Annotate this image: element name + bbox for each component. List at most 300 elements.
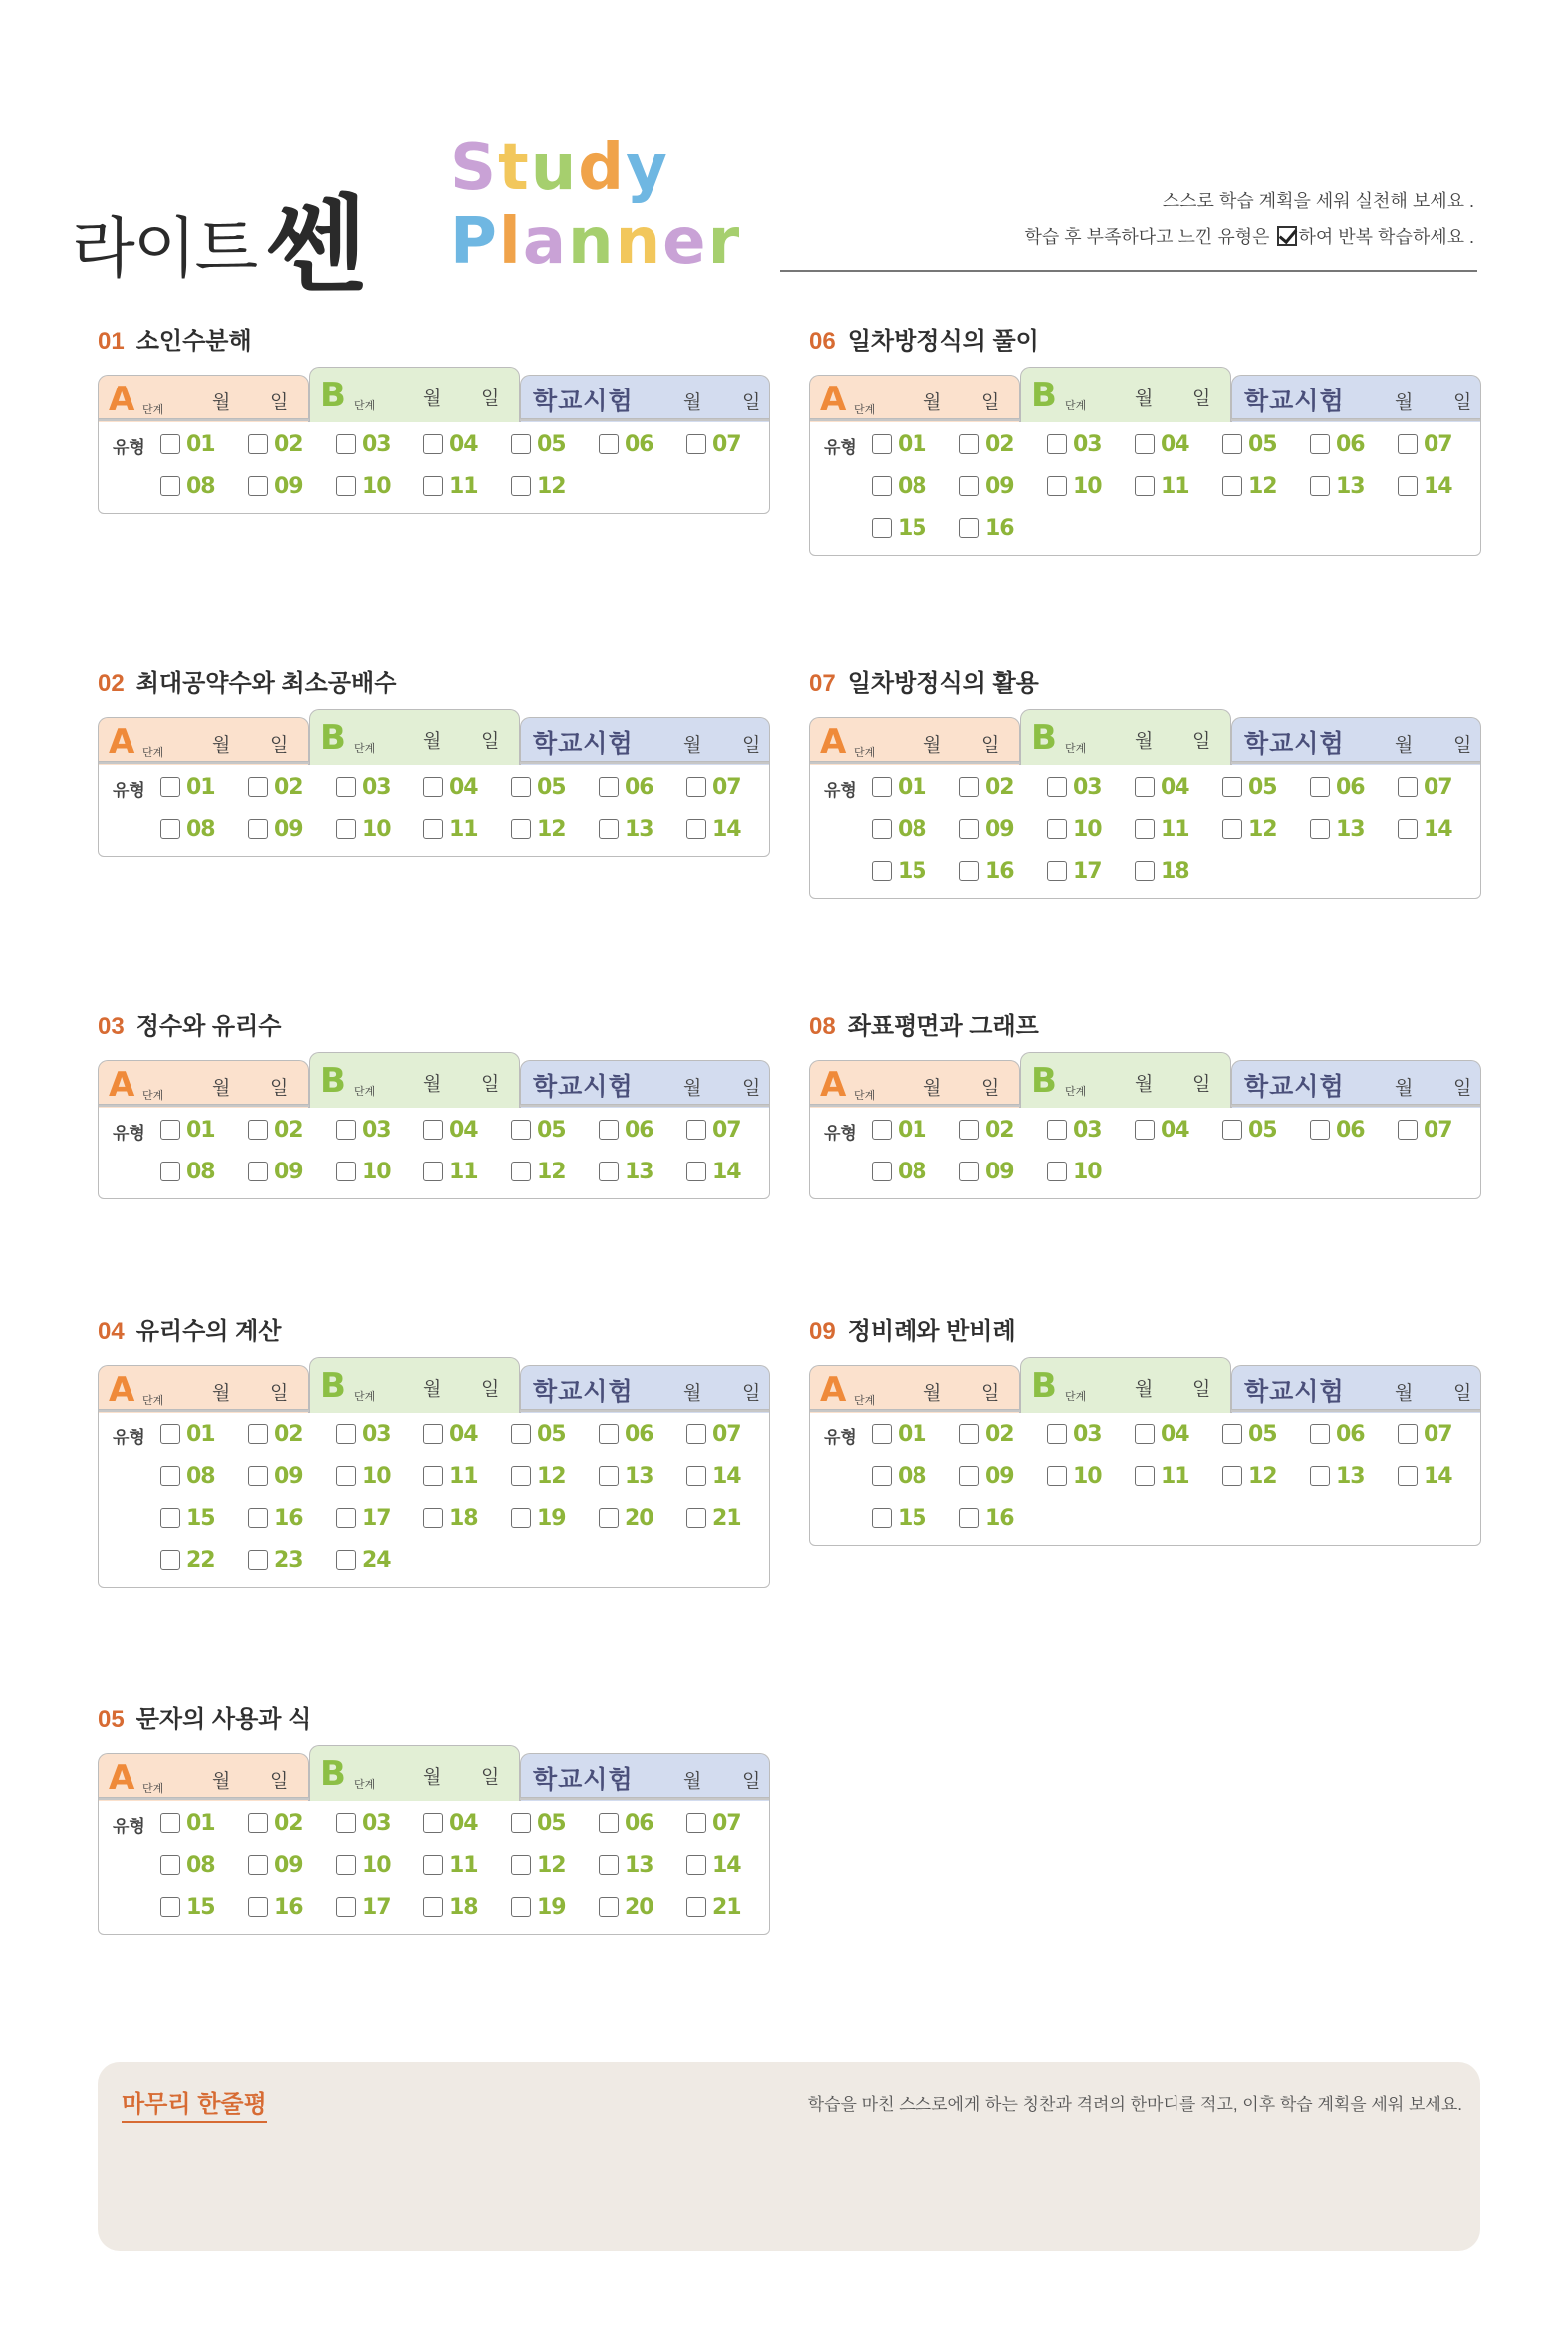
type-item[interactable] <box>1047 1113 1135 1147</box>
type-item[interactable] <box>1047 770 1135 804</box>
type-item[interactable] <box>248 469 336 503</box>
type-checkbox[interactable] <box>1047 476 1067 496</box>
type-item[interactable] <box>959 469 1047 503</box>
type-item[interactable] <box>336 770 423 804</box>
type-item[interactable] <box>959 1501 1047 1535</box>
type-item[interactable] <box>1222 469 1310 503</box>
type-item[interactable] <box>686 812 774 846</box>
type-checkbox[interactable] <box>160 1508 180 1528</box>
type-item[interactable] <box>872 1459 959 1493</box>
type-item[interactable] <box>1222 1418 1310 1451</box>
type-item[interactable] <box>423 812 511 846</box>
type-checkbox[interactable] <box>423 1466 443 1486</box>
type-item[interactable] <box>872 1155 959 1188</box>
type-checkbox[interactable] <box>599 1466 619 1486</box>
type-checkbox[interactable] <box>248 777 268 797</box>
type-checkbox[interactable] <box>1310 1120 1330 1140</box>
tab-step-b[interactable] <box>309 1357 520 1413</box>
type-item[interactable] <box>1047 1418 1135 1451</box>
type-item[interactable] <box>511 1418 599 1451</box>
type-item[interactable] <box>160 1501 248 1535</box>
type-checkbox[interactable] <box>959 1424 979 1444</box>
type-checkbox[interactable] <box>1310 819 1330 839</box>
type-checkbox[interactable] <box>959 1466 979 1486</box>
type-item[interactable] <box>336 1418 423 1451</box>
type-item[interactable] <box>1398 1459 1485 1493</box>
type-item[interactable] <box>160 1806 248 1840</box>
type-checkbox[interactable] <box>1047 777 1067 797</box>
type-item[interactable] <box>1398 1113 1485 1147</box>
type-checkbox[interactable] <box>1047 434 1067 454</box>
type-checkbox[interactable] <box>599 1508 619 1528</box>
type-checkbox[interactable] <box>1135 819 1155 839</box>
tab-school-exam[interactable] <box>1231 1365 1481 1413</box>
type-item[interactable] <box>599 1806 686 1840</box>
type-checkbox[interactable] <box>511 1813 531 1833</box>
type-item[interactable] <box>872 770 959 804</box>
type-checkbox[interactable] <box>511 1162 531 1181</box>
type-checkbox[interactable] <box>511 1120 531 1140</box>
type-checkbox[interactable] <box>872 861 892 881</box>
type-item[interactable] <box>511 812 599 846</box>
type-item[interactable] <box>959 427 1047 461</box>
type-checkbox[interactable] <box>511 434 531 454</box>
type-item[interactable] <box>686 1418 774 1451</box>
type-item[interactable] <box>1310 1418 1398 1451</box>
type-checkbox[interactable] <box>1310 1424 1330 1444</box>
type-item[interactable] <box>872 854 959 888</box>
type-checkbox[interactable] <box>599 1120 619 1140</box>
type-checkbox[interactable] <box>1135 1466 1155 1486</box>
type-checkbox[interactable] <box>1222 777 1242 797</box>
type-checkbox[interactable] <box>511 1466 531 1486</box>
type-checkbox[interactable] <box>160 1424 180 1444</box>
type-checkbox[interactable] <box>686 1813 706 1833</box>
type-item[interactable] <box>1398 1418 1485 1451</box>
type-checkbox[interactable] <box>248 434 268 454</box>
type-checkbox[interactable] <box>423 1162 443 1181</box>
type-checkbox[interactable] <box>1310 1466 1330 1486</box>
type-checkbox[interactable] <box>423 1813 443 1833</box>
type-checkbox[interactable] <box>1310 434 1330 454</box>
type-checkbox[interactable] <box>423 777 443 797</box>
type-item[interactable] <box>872 1113 959 1147</box>
type-checkbox[interactable] <box>423 434 443 454</box>
type-checkbox[interactable] <box>336 1897 356 1917</box>
type-item[interactable] <box>1135 812 1222 846</box>
type-item[interactable] <box>1047 854 1135 888</box>
type-item[interactable] <box>160 1459 248 1493</box>
type-item[interactable] <box>1135 469 1222 503</box>
tab-school-exam[interactable] <box>520 375 770 422</box>
type-checkbox[interactable] <box>1398 1424 1418 1444</box>
type-item[interactable] <box>511 1155 599 1188</box>
type-item[interactable] <box>248 1806 336 1840</box>
type-item[interactable] <box>1222 427 1310 461</box>
type-checkbox[interactable] <box>248 819 268 839</box>
type-checkbox[interactable] <box>959 819 979 839</box>
type-item[interactable] <box>511 1890 599 1924</box>
tab-step-b[interactable] <box>1020 1052 1231 1108</box>
type-item[interactable] <box>686 1155 774 1188</box>
tab-step-a[interactable] <box>809 717 1020 765</box>
type-checkbox[interactable] <box>1135 1424 1155 1444</box>
type-checkbox[interactable] <box>1398 476 1418 496</box>
type-item[interactable] <box>336 1890 423 1924</box>
type-item[interactable] <box>423 770 511 804</box>
type-item[interactable] <box>872 1418 959 1451</box>
type-item[interactable] <box>872 511 959 545</box>
type-item[interactable] <box>423 1155 511 1188</box>
type-checkbox[interactable] <box>686 777 706 797</box>
type-checkbox[interactable] <box>423 819 443 839</box>
type-item[interactable] <box>423 1418 511 1451</box>
type-checkbox[interactable] <box>336 1466 356 1486</box>
type-item[interactable] <box>959 812 1047 846</box>
type-checkbox[interactable] <box>1047 1466 1067 1486</box>
type-checkbox[interactable] <box>1047 819 1067 839</box>
type-checkbox[interactable] <box>1222 819 1242 839</box>
type-item[interactable] <box>1310 427 1398 461</box>
tab-step-a[interactable] <box>98 1060 309 1108</box>
type-checkbox[interactable] <box>1222 434 1242 454</box>
type-item[interactable] <box>511 1501 599 1535</box>
type-checkbox[interactable] <box>872 1162 892 1181</box>
type-checkbox[interactable] <box>959 434 979 454</box>
type-item[interactable] <box>336 1459 423 1493</box>
type-checkbox[interactable] <box>686 819 706 839</box>
type-item[interactable] <box>336 1848 423 1882</box>
type-checkbox[interactable] <box>511 819 531 839</box>
type-checkbox[interactable] <box>959 1508 979 1528</box>
type-checkbox[interactable] <box>423 476 443 496</box>
type-item[interactable] <box>248 1848 336 1882</box>
type-checkbox[interactable] <box>160 777 180 797</box>
type-item[interactable] <box>599 1848 686 1882</box>
type-item[interactable] <box>1222 770 1310 804</box>
type-item[interactable] <box>423 1848 511 1882</box>
type-checkbox[interactable] <box>872 777 892 797</box>
type-item[interactable] <box>511 1806 599 1840</box>
tab-step-a[interactable] <box>98 1753 309 1801</box>
type-checkbox[interactable] <box>336 1508 356 1528</box>
type-item[interactable] <box>1222 812 1310 846</box>
type-item[interactable] <box>959 854 1047 888</box>
type-checkbox[interactable] <box>1398 1466 1418 1486</box>
type-item[interactable] <box>1222 1459 1310 1493</box>
type-checkbox[interactable] <box>872 1424 892 1444</box>
type-checkbox[interactable] <box>511 1424 531 1444</box>
type-checkbox[interactable] <box>336 777 356 797</box>
type-item[interactable] <box>1135 854 1222 888</box>
type-checkbox[interactable] <box>160 1120 180 1140</box>
type-item[interactable] <box>511 770 599 804</box>
type-item[interactable] <box>599 770 686 804</box>
type-item[interactable] <box>248 1155 336 1188</box>
type-item[interactable] <box>1310 1459 1398 1493</box>
type-item[interactable] <box>423 1501 511 1535</box>
type-checkbox[interactable] <box>599 1855 619 1875</box>
type-item[interactable] <box>959 511 1047 545</box>
type-checkbox[interactable] <box>160 1897 180 1917</box>
type-checkbox[interactable] <box>599 1424 619 1444</box>
type-item[interactable] <box>1047 469 1135 503</box>
type-checkbox[interactable] <box>423 1120 443 1140</box>
type-checkbox[interactable] <box>686 1424 706 1444</box>
type-checkbox[interactable] <box>248 1120 268 1140</box>
type-item[interactable] <box>248 812 336 846</box>
type-checkbox[interactable] <box>959 861 979 881</box>
type-item[interactable] <box>959 1459 1047 1493</box>
type-item[interactable] <box>1047 1459 1135 1493</box>
type-checkbox[interactable] <box>959 1162 979 1181</box>
tab-school-exam[interactable] <box>520 717 770 765</box>
type-checkbox[interactable] <box>248 1508 268 1528</box>
type-item[interactable] <box>1135 1459 1222 1493</box>
type-checkbox[interactable] <box>599 1897 619 1917</box>
type-checkbox[interactable] <box>248 1855 268 1875</box>
type-item[interactable] <box>599 1418 686 1451</box>
tab-school-exam[interactable] <box>1231 717 1481 765</box>
type-item[interactable] <box>686 1806 774 1840</box>
type-item[interactable] <box>959 1418 1047 1451</box>
tab-step-a[interactable] <box>98 717 309 765</box>
type-item[interactable] <box>1310 1113 1398 1147</box>
type-item[interactable] <box>423 1459 511 1493</box>
type-item[interactable] <box>160 1848 248 1882</box>
type-checkbox[interactable] <box>1310 777 1330 797</box>
type-checkbox[interactable] <box>423 1897 443 1917</box>
type-item[interactable] <box>248 1418 336 1451</box>
type-item[interactable] <box>1398 469 1485 503</box>
type-item[interactable] <box>686 1848 774 1882</box>
type-item[interactable] <box>423 469 511 503</box>
type-checkbox[interactable] <box>248 1897 268 1917</box>
type-item[interactable] <box>599 1501 686 1535</box>
type-checkbox[interactable] <box>336 1813 356 1833</box>
type-item[interactable] <box>686 1890 774 1924</box>
type-checkbox[interactable] <box>599 1162 619 1181</box>
type-checkbox[interactable] <box>686 1466 706 1486</box>
type-checkbox[interactable] <box>1222 476 1242 496</box>
tab-step-a[interactable] <box>98 375 309 422</box>
tab-school-exam[interactable] <box>520 1365 770 1413</box>
type-item[interactable] <box>1135 770 1222 804</box>
type-item[interactable] <box>511 1459 599 1493</box>
type-item[interactable] <box>248 1543 336 1577</box>
tab-step-b[interactable] <box>309 367 520 422</box>
type-item[interactable] <box>160 1113 248 1147</box>
type-checkbox[interactable] <box>423 1855 443 1875</box>
type-checkbox[interactable] <box>248 1550 268 1570</box>
type-item[interactable] <box>511 469 599 503</box>
type-checkbox[interactable] <box>1222 1424 1242 1444</box>
type-checkbox[interactable] <box>959 476 979 496</box>
type-item[interactable] <box>160 1890 248 1924</box>
type-checkbox[interactable] <box>511 1855 531 1875</box>
type-checkbox[interactable] <box>423 1508 443 1528</box>
type-checkbox[interactable] <box>160 819 180 839</box>
tab-school-exam[interactable] <box>1231 375 1481 422</box>
type-checkbox[interactable] <box>599 434 619 454</box>
type-item[interactable] <box>1135 427 1222 461</box>
type-checkbox[interactable] <box>336 476 356 496</box>
type-checkbox[interactable] <box>160 1813 180 1833</box>
type-checkbox[interactable] <box>248 1466 268 1486</box>
type-checkbox[interactable] <box>872 1508 892 1528</box>
type-checkbox[interactable] <box>511 1508 531 1528</box>
type-checkbox[interactable] <box>336 1162 356 1181</box>
type-item[interactable] <box>599 427 686 461</box>
type-checkbox[interactable] <box>872 434 892 454</box>
tab-school-exam[interactable] <box>1231 1060 1481 1108</box>
type-item[interactable] <box>160 812 248 846</box>
tab-step-b[interactable] <box>309 709 520 765</box>
type-checkbox[interactable] <box>872 476 892 496</box>
type-item[interactable] <box>423 1806 511 1840</box>
type-item[interactable] <box>336 469 423 503</box>
type-checkbox[interactable] <box>686 1508 706 1528</box>
type-checkbox[interactable] <box>686 1897 706 1917</box>
type-checkbox[interactable] <box>511 476 531 496</box>
type-checkbox[interactable] <box>160 476 180 496</box>
type-item[interactable] <box>336 1155 423 1188</box>
type-item[interactable] <box>1398 770 1485 804</box>
type-item[interactable] <box>336 1806 423 1840</box>
type-item[interactable] <box>686 1501 774 1535</box>
type-item[interactable] <box>1310 770 1398 804</box>
type-item[interactable] <box>160 1155 248 1188</box>
type-checkbox[interactable] <box>872 518 892 538</box>
type-checkbox[interactable] <box>160 1550 180 1570</box>
type-checkbox[interactable] <box>336 1120 356 1140</box>
type-checkbox[interactable] <box>686 1855 706 1875</box>
type-item[interactable] <box>160 469 248 503</box>
type-item[interactable] <box>1135 1418 1222 1451</box>
type-item[interactable] <box>248 770 336 804</box>
type-checkbox[interactable] <box>248 1424 268 1444</box>
type-item[interactable] <box>248 1501 336 1535</box>
type-checkbox[interactable] <box>686 1162 706 1181</box>
type-item[interactable] <box>872 427 959 461</box>
tab-step-a[interactable] <box>809 375 1020 422</box>
type-checkbox[interactable] <box>959 518 979 538</box>
type-item[interactable] <box>1222 1113 1310 1147</box>
type-checkbox[interactable] <box>686 434 706 454</box>
type-checkbox[interactable] <box>1398 1120 1418 1140</box>
type-item[interactable] <box>1047 1155 1135 1188</box>
type-item[interactable] <box>423 1113 511 1147</box>
tab-step-a[interactable] <box>98 1365 309 1413</box>
type-item[interactable] <box>336 427 423 461</box>
type-checkbox[interactable] <box>599 1813 619 1833</box>
tab-step-b[interactable] <box>1020 709 1231 765</box>
type-checkbox[interactable] <box>336 1855 356 1875</box>
type-checkbox[interactable] <box>511 1897 531 1917</box>
type-checkbox[interactable] <box>336 819 356 839</box>
type-item[interactable] <box>336 812 423 846</box>
type-checkbox[interactable] <box>872 1120 892 1140</box>
type-item[interactable] <box>1047 812 1135 846</box>
type-item[interactable] <box>599 812 686 846</box>
type-item[interactable] <box>686 427 774 461</box>
type-checkbox[interactable] <box>160 434 180 454</box>
tab-step-a[interactable] <box>809 1365 1020 1413</box>
type-checkbox[interactable] <box>511 777 531 797</box>
type-checkbox[interactable] <box>1047 1424 1067 1444</box>
type-item[interactable] <box>1047 427 1135 461</box>
type-item[interactable] <box>599 1890 686 1924</box>
type-checkbox[interactable] <box>248 1162 268 1181</box>
type-item[interactable] <box>1310 812 1398 846</box>
type-checkbox[interactable] <box>1398 819 1418 839</box>
type-checkbox[interactable] <box>1222 1120 1242 1140</box>
tab-step-a[interactable] <box>809 1060 1020 1108</box>
type-item[interactable] <box>686 1113 774 1147</box>
type-checkbox[interactable] <box>1135 777 1155 797</box>
type-checkbox[interactable] <box>872 1466 892 1486</box>
type-item[interactable] <box>511 427 599 461</box>
type-item[interactable] <box>686 770 774 804</box>
tab-step-b[interactable] <box>309 1052 520 1108</box>
type-item[interactable] <box>248 427 336 461</box>
type-checkbox[interactable] <box>248 476 268 496</box>
review-box[interactable] <box>98 2062 1480 2251</box>
type-item[interactable] <box>686 1459 774 1493</box>
type-item[interactable] <box>336 1501 423 1535</box>
tab-school-exam[interactable] <box>520 1060 770 1108</box>
type-item[interactable] <box>248 1459 336 1493</box>
type-item[interactable] <box>959 770 1047 804</box>
type-checkbox[interactable] <box>1047 1162 1067 1181</box>
type-item[interactable] <box>959 1155 1047 1188</box>
type-item[interactable] <box>599 1113 686 1147</box>
type-checkbox[interactable] <box>1135 861 1155 881</box>
type-checkbox[interactable] <box>686 1120 706 1140</box>
type-item[interactable] <box>872 469 959 503</box>
tab-step-b[interactable] <box>309 1745 520 1801</box>
type-checkbox[interactable] <box>160 1162 180 1181</box>
type-checkbox[interactable] <box>336 1424 356 1444</box>
type-checkbox[interactable] <box>1398 434 1418 454</box>
type-item[interactable] <box>959 1113 1047 1147</box>
type-item[interactable] <box>248 1890 336 1924</box>
type-item[interactable] <box>248 1113 336 1147</box>
type-checkbox[interactable] <box>1047 1120 1067 1140</box>
type-checkbox[interactable] <box>1310 476 1330 496</box>
type-item[interactable] <box>872 1501 959 1535</box>
type-item[interactable] <box>336 1543 423 1577</box>
type-item[interactable] <box>1135 1113 1222 1147</box>
type-item[interactable] <box>599 1459 686 1493</box>
type-checkbox[interactable] <box>1135 434 1155 454</box>
tab-step-b[interactable] <box>1020 1357 1231 1413</box>
type-checkbox[interactable] <box>1047 861 1067 881</box>
type-item[interactable] <box>423 427 511 461</box>
type-item[interactable] <box>511 1848 599 1882</box>
type-checkbox[interactable] <box>959 777 979 797</box>
tab-step-b[interactable] <box>1020 367 1231 422</box>
type-checkbox[interactable] <box>336 434 356 454</box>
type-checkbox[interactable] <box>1222 1466 1242 1486</box>
tab-school-exam[interactable] <box>520 1753 770 1801</box>
type-checkbox[interactable] <box>872 819 892 839</box>
type-item[interactable] <box>511 1113 599 1147</box>
type-checkbox[interactable] <box>160 1466 180 1486</box>
type-checkbox[interactable] <box>1135 1120 1155 1140</box>
type-checkbox[interactable] <box>248 1813 268 1833</box>
type-item[interactable] <box>160 427 248 461</box>
